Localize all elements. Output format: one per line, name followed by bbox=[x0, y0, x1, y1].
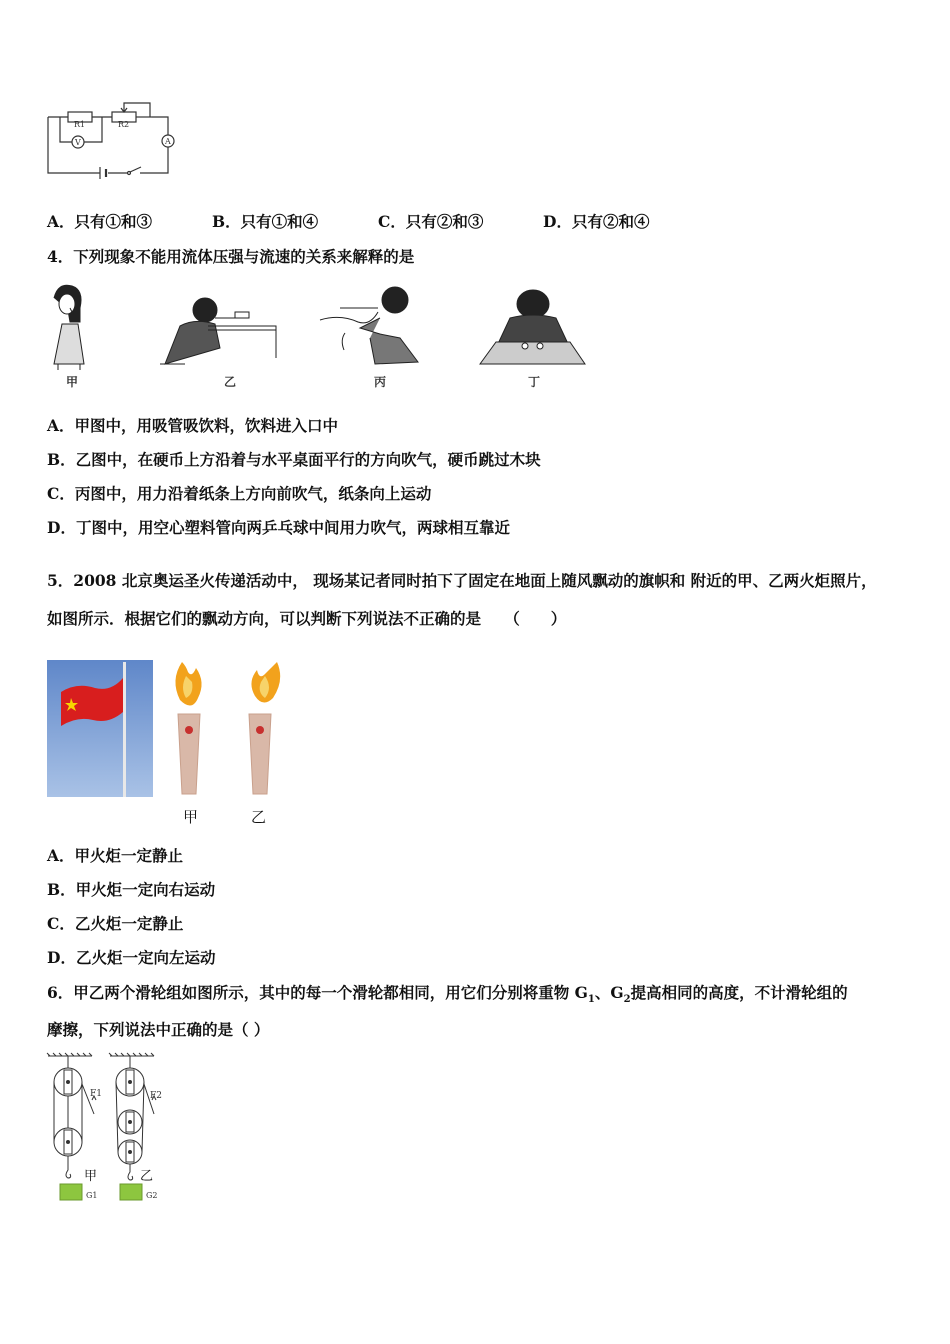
r2-label: R2 bbox=[118, 120, 130, 129]
q5-stem-line1: 5．2008 北京奥运圣火传递活动中， 现场某记者同时拍下了固定在地面上随风飘动的旗帜和 附近的甲、乙两火炬照片， bbox=[47, 571, 877, 590]
q5-stem-line2: 如图所示．根据它们的飘动方向，可以判断下列说法不正确的是 （ ） bbox=[47, 609, 567, 628]
q4-option-b[interactable]: B．乙图中，在硬币上方沿着与水平桌面平行的方向吹气，硬币跳过木块 bbox=[47, 450, 541, 469]
pulley-jia-label: 甲 bbox=[84, 1169, 98, 1184]
ammeter-label: A bbox=[165, 137, 171, 146]
pulley-figure bbox=[40, 1052, 180, 1207]
torch-jia-label: 甲 bbox=[183, 808, 199, 826]
q3-option-c[interactable]: C．只有②和③ bbox=[378, 212, 484, 231]
circuit-diagram bbox=[40, 95, 180, 185]
q3-option-d[interactable]: D．只有②和④ bbox=[543, 212, 650, 231]
pulley-yi-label: 乙 bbox=[140, 1169, 154, 1184]
figure-ding-desk bbox=[480, 290, 585, 364]
torch-jia bbox=[162, 658, 212, 798]
weight-g2 bbox=[120, 1184, 142, 1200]
q5-option-d[interactable]: D．乙火炬一定向左运动 bbox=[47, 948, 216, 967]
figure-bing-boy bbox=[320, 287, 418, 364]
q5-option-c[interactable]: C．乙火炬一定静止 bbox=[47, 914, 184, 933]
q4-option-d[interactable]: D．丁图中，用空心塑料管向两乒乓球中间用力吹气，两球相互靠近 bbox=[47, 518, 510, 537]
caption-yi: 乙 bbox=[224, 375, 237, 389]
flag-photo bbox=[47, 660, 153, 797]
q4-figure bbox=[40, 278, 590, 393]
weight-g1-label: G1 bbox=[86, 1191, 98, 1200]
figure-jia-girl bbox=[54, 285, 84, 370]
q3-option-a[interactable]: A．只有①和③ bbox=[47, 212, 153, 231]
q5-option-a[interactable]: A．甲火炬一定静止 bbox=[47, 846, 184, 865]
q6-stem-line1: 6．甲乙两个滑轮组如图所示，其中的每一个滑轮都相同，用它们分别将重物 $G_1$、$G_2$提高相同的高度，不计滑轮组的 bbox=[47, 983, 848, 1006]
force-f2-label: F2 bbox=[150, 1091, 162, 1101]
q4-option-c[interactable]: C．丙图中，用力沿着纸条上方向前吹气，纸条向上运动 bbox=[47, 484, 432, 503]
caption-jia: 甲 bbox=[66, 375, 79, 389]
q4-stem: 4．下列现象不能用流体压强与流速的关系来解释的是 bbox=[47, 247, 415, 266]
q5-option-b[interactable]: B．甲火炬一定向右运动 bbox=[47, 880, 216, 899]
weight-g1 bbox=[60, 1184, 82, 1200]
figure-yi-table bbox=[160, 298, 276, 364]
caption-bing: 丙 bbox=[374, 375, 387, 389]
q3-option-b[interactable]: B．只有①和④ bbox=[212, 212, 319, 231]
torch-yi bbox=[237, 658, 287, 798]
weight-g2-label: G2 bbox=[146, 1191, 158, 1200]
force-f1-label: F1 bbox=[90, 1089, 102, 1099]
q6-stem-line2: 摩擦，下列说法中正确的是（ ） bbox=[47, 1020, 270, 1039]
r1-label: R1 bbox=[74, 120, 86, 129]
caption-ding: 丁 bbox=[528, 375, 541, 389]
voltmeter-label: V bbox=[75, 138, 81, 147]
torch-yi-label: 乙 bbox=[251, 808, 267, 826]
q4-option-a[interactable]: A．甲图中，用吸管吸饮料，饮料进入口中 bbox=[47, 416, 339, 435]
